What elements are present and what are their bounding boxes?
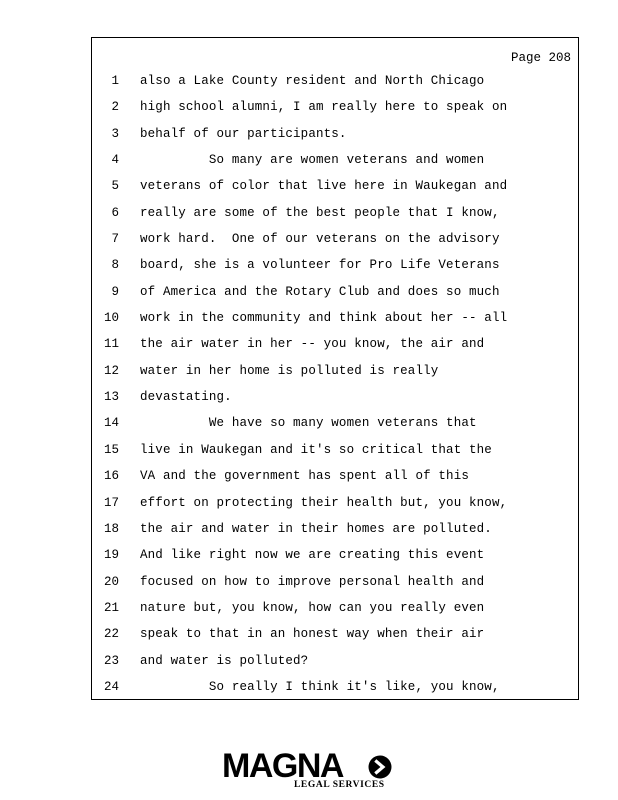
line-text: the air and water in their homes are polluted. <box>140 521 492 536</box>
line-number: 20 <box>103 574 119 589</box>
line-number: 1 <box>111 74 119 88</box>
transcript-line <box>92 203 578 229</box>
line-text: So many are women veterans and women <box>140 153 485 168</box>
transcript-line <box>92 624 578 650</box>
transcript-line <box>92 598 578 624</box>
transcript-page <box>91 37 579 700</box>
line-number: 21 <box>103 600 119 615</box>
transcript-line <box>92 361 578 387</box>
line-number: 18 <box>103 521 119 536</box>
transcript-line <box>92 651 578 677</box>
transcript-line <box>92 466 578 492</box>
transcript-line <box>92 545 578 571</box>
line-number: 19 <box>103 548 119 563</box>
line-number: 6 <box>111 205 119 220</box>
line-text: really are some of the best people that I know, <box>140 205 500 220</box>
line-text: We have so many women veterans that <box>140 416 477 431</box>
transcript-lines <box>92 71 578 703</box>
transcript-line <box>92 440 578 466</box>
line-text: high school alumni, I am really here to speak on <box>140 100 508 115</box>
line-text: work in the community and think about her -- all <box>140 311 508 326</box>
transcript-line <box>92 176 578 202</box>
line-number: 11 <box>103 337 119 352</box>
transcript-line <box>92 677 578 703</box>
magna-logo <box>222 748 402 794</box>
transcript-line <box>92 282 578 308</box>
line-text: and water is polluted? <box>140 653 309 668</box>
line-number: 5 <box>111 179 119 194</box>
line-number: 9 <box>111 284 119 299</box>
line-text: work hard. One of our veterans on the advisory <box>140 232 500 247</box>
transcript-line <box>92 493 578 519</box>
page-number: Page 208 <box>510 51 571 65</box>
transcript-line <box>92 334 578 360</box>
transcript-line <box>92 150 578 176</box>
line-number: 8 <box>111 258 119 273</box>
line-text: water in her home is polluted is really <box>140 363 439 378</box>
line-text: focused on how to improve personal health and <box>140 574 485 589</box>
line-number: 15 <box>103 442 119 457</box>
logo-subtext: LEGAL SERVICES <box>294 780 385 790</box>
transcript-line <box>92 519 578 545</box>
transcript-line <box>92 71 578 97</box>
line-number: 3 <box>111 126 119 141</box>
logo-wordmark: MAGNA <box>222 747 343 785</box>
transcript-line <box>92 413 578 439</box>
line-text: veterans of color that live here in Waukegan and <box>140 179 508 194</box>
transcript-line <box>92 124 578 150</box>
line-number: 23 <box>103 653 119 668</box>
line-text: behalf of our participants. <box>140 126 347 141</box>
transcript-line <box>92 97 578 123</box>
line-text: also a Lake County resident and North Chicago <box>140 74 485 88</box>
transcript-line <box>92 387 578 413</box>
line-text: VA and the government has spent all of this <box>140 469 470 484</box>
line-number: 16 <box>103 469 119 484</box>
line-text: board, she is a volunteer for Pro Life Veterans <box>140 258 500 273</box>
transcript-line <box>92 255 578 281</box>
chevron-right-circle-icon <box>368 755 392 779</box>
line-number: 2 <box>111 100 119 115</box>
line-text: nature but, you know, how can you really even <box>140 600 485 615</box>
line-text: devastating. <box>140 390 232 405</box>
line-number: 24 <box>103 679 119 694</box>
line-number: 13 <box>103 390 119 405</box>
line-number: 22 <box>103 627 119 642</box>
line-number: 12 <box>103 363 119 378</box>
line-text: effort on protecting their health but, you know, <box>140 495 508 510</box>
line-text: So really I think it's like, you know, <box>140 679 500 694</box>
line-number: 7 <box>111 232 119 247</box>
transcript-line <box>92 308 578 334</box>
line-number: 17 <box>103 495 119 510</box>
transcript-line <box>92 229 578 255</box>
line-number: 14 <box>103 416 119 431</box>
line-text: live in Waukegan and it's so critical that the <box>140 442 492 457</box>
line-text: And like right now we are creating this event <box>140 548 485 563</box>
line-number: 10 <box>103 311 119 326</box>
line-text: of America and the Rotary Club and does so much <box>140 284 500 299</box>
line-text: the air water in her -- you know, the air and <box>140 337 485 352</box>
transcript-line <box>92 572 578 598</box>
line-text: speak to that in an honest way when their air <box>140 627 485 642</box>
line-number: 4 <box>111 153 119 168</box>
